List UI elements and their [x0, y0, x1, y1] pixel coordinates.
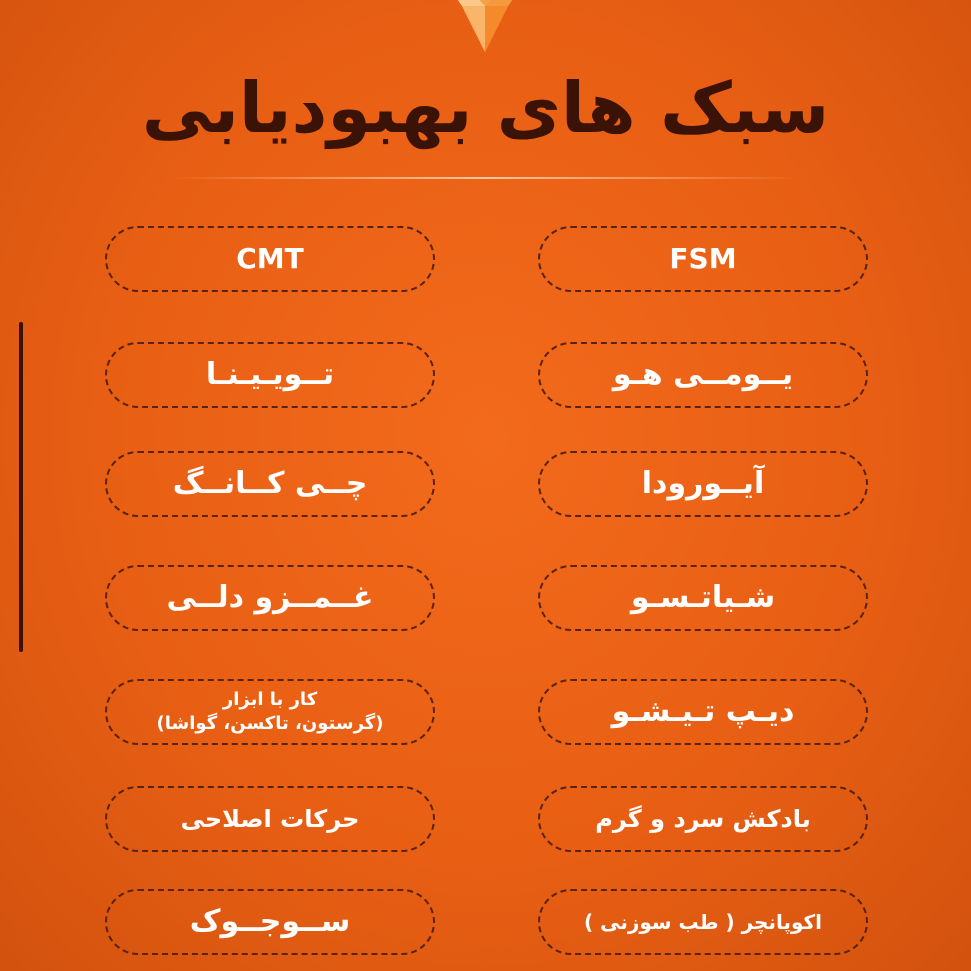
- cmt-item-label: غــمــزو دلــی: [166, 580, 374, 615]
- side-accent-line: [19, 322, 23, 652]
- cmt-item-tuina: [105, 342, 435, 408]
- cmt-item-tools: [105, 679, 435, 745]
- cmt-item-label: تــویـیـنـا: [205, 357, 335, 392]
- cmt-item-label: ســوجــوک: [189, 904, 351, 939]
- fsm-header-label: FSM: [669, 242, 737, 275]
- diamond-logo-icon: [450, 0, 520, 56]
- page-title: سبک های بهبودیابی: [141, 67, 830, 149]
- fsm-item-label: شـیاتـسـو: [630, 580, 776, 615]
- fsm-header-pill: [538, 226, 868, 292]
- cmt-header-label: CMT: [236, 242, 304, 275]
- cmt-header-pill: [105, 226, 435, 292]
- fsm-item-ayurveda: [538, 451, 868, 517]
- fsm-item-label: بادکش سرد و گرم: [595, 805, 811, 833]
- fsm-item-acupuncture: [538, 889, 868, 955]
- fsm-item-label: اکوپانچر ( طب سوزنی ): [583, 910, 823, 934]
- cmt-item-qigong: [105, 451, 435, 517]
- cmt-item-sujok: [105, 889, 435, 955]
- title-divider: [170, 177, 801, 179]
- cmt-item-label-line1: کار با ابزار: [222, 689, 318, 710]
- cmt-item-label: حرکات اصلاحی: [180, 805, 360, 833]
- cmt-item-label: چــی کــانــگ: [172, 466, 368, 501]
- fsm-item-label: دیـپ تـیـشـو: [611, 694, 795, 729]
- fsm-item-label: آیــورودا: [641, 466, 765, 501]
- cmt-item-label-line2: (گرستون، تاکسن، گواشا): [156, 713, 384, 734]
- fsm-item-yumeiho: [538, 342, 868, 408]
- cmt-item-corrective: [105, 786, 435, 852]
- fsm-item-deep-tissue: [538, 679, 868, 745]
- cmt-item-ghamz: [105, 565, 435, 631]
- fsm-item-shiatsu: [538, 565, 868, 631]
- fsm-item-label: یــومــی هـو: [612, 357, 794, 392]
- fsm-item-cupping: [538, 786, 868, 852]
